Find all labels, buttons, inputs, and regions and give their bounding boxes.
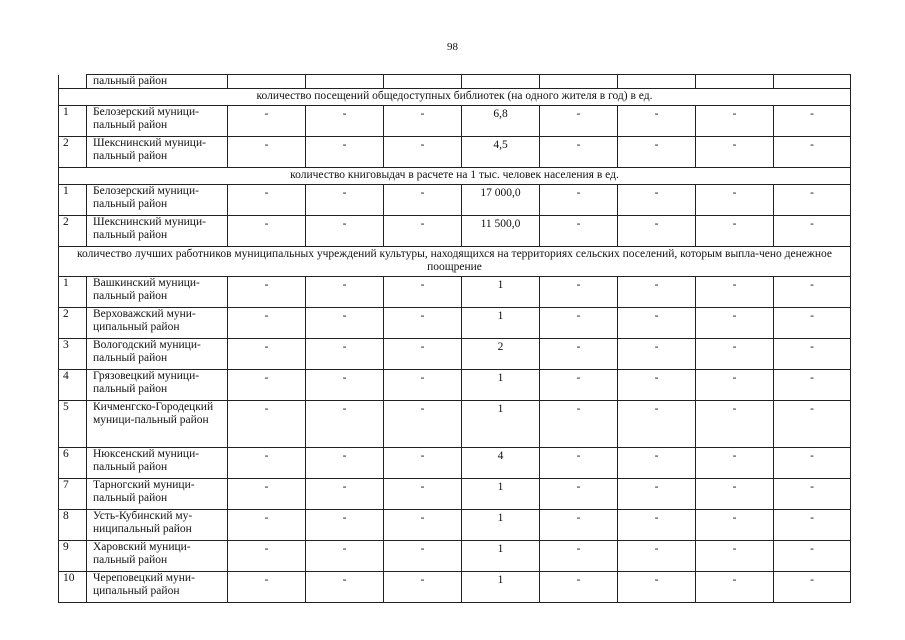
indicators-table [58,74,851,603]
value-cell: - [384,277,462,308]
district-name-cell: Вологодский муници-пальный район [87,339,228,370]
row-number-cell: 1 [59,106,87,137]
value-cell: - [540,137,618,168]
value-cell: - [306,541,384,572]
value-cell: - [306,510,384,541]
district-name-cell: Вашкинский муници-пальный район [87,277,228,308]
value-cell: - [540,510,618,541]
row-number-cell: 7 [59,479,87,510]
value-cell: - [228,370,306,401]
value-cell: - [696,370,774,401]
value-cell: - [774,541,851,572]
value-cell: - [540,541,618,572]
value-cell: - [540,216,618,247]
row-number-cell: 2 [59,308,87,339]
table-row [59,572,851,603]
table-row [59,448,851,479]
value-cell: - [774,137,851,168]
page-number: 98 [447,41,458,53]
value-cell: 1 [462,277,540,308]
value-cell: - [618,572,696,603]
section-title: количество посещений общедоступных библиотек (на одного жителя в год) в ед. [59,89,851,106]
row-number-cell: 1 [59,277,87,308]
value-cell: - [618,339,696,370]
value-cell: - [618,401,696,448]
value-cell: - [384,572,462,603]
value-cell: - [774,510,851,541]
value-cell: - [228,541,306,572]
value-cell: 6,8 [462,106,540,137]
value-cell: - [384,185,462,216]
district-name-cell: Харовский муници-пальный район [87,541,228,572]
value-cell: 1 [462,401,540,448]
value-cell: - [228,216,306,247]
value-cell: - [774,401,851,448]
section-title: количество лучших работников муниципальных учреждений культуры, находящихся на территориях сельских поселений, которым выпла-чено денежное поощрение [59,247,851,277]
value-cell: - [384,106,462,137]
value-cell: - [774,308,851,339]
value-cell: - [228,339,306,370]
value-cell: - [774,185,851,216]
table-row [59,106,851,137]
value-cell: - [384,216,462,247]
value-cell: - [696,339,774,370]
value-cell: - [384,137,462,168]
value-cell: - [696,572,774,603]
value-cell: 1 [462,479,540,510]
value-cell: - [384,541,462,572]
value-cell: - [540,479,618,510]
value-cell: - [228,401,306,448]
value-cell: - [306,370,384,401]
value-cell: - [306,216,384,247]
value-cell: - [696,401,774,448]
row-number-cell: 6 [59,448,87,479]
value-cell: 1 [462,308,540,339]
row-number-cell: 4 [59,370,87,401]
district-name-cell: Усть-Кубинский му-ниципальный район [87,510,228,541]
value-cell: - [540,185,618,216]
value-cell: - [540,401,618,448]
row-number-cell: 9 [59,541,87,572]
district-name-cell: Верховажский муни-ципальный район [87,308,228,339]
value-cell: - [384,448,462,479]
value-cell: - [696,137,774,168]
value-cell: - [696,448,774,479]
district-name-cell: пальный район [87,75,228,89]
value-cell: - [384,401,462,448]
value-cell: - [384,479,462,510]
value-cell: - [618,277,696,308]
district-name-cell: Нюксенский муници-пальный район [87,448,228,479]
district-name-cell: Шекснинский муници-пальный район [87,137,228,168]
table-row [59,370,851,401]
table-row [59,75,851,89]
value-cell: - [306,106,384,137]
table-row [59,339,851,370]
value-cell: - [306,277,384,308]
table-row [59,308,851,339]
value-cell: - [696,479,774,510]
value-cell: - [774,339,851,370]
value-cell: 11 500,0 [462,216,540,247]
district-name-cell: Белозерский муници-пальный район [87,106,228,137]
value-cell: - [618,106,696,137]
table-row [59,479,851,510]
value-cell: - [306,401,384,448]
value-cell: 17 000,0 [462,185,540,216]
row-number-cell: 5 [59,401,87,448]
value-cell: - [618,137,696,168]
table-row [59,185,851,216]
value-cell: - [384,339,462,370]
row-number-cell [59,75,87,89]
value-cell: - [540,339,618,370]
value-cell: - [696,106,774,137]
value-cell: 1 [462,572,540,603]
value-cell: - [618,216,696,247]
table-row [59,137,851,168]
value-cell: - [618,185,696,216]
row-number-cell: 1 [59,185,87,216]
row-number-cell: 10 [59,572,87,603]
value-cell: - [306,308,384,339]
section-title: количество книговыдач в расчете на 1 тыс. человек населения в ед. [59,168,851,185]
value-cell: - [228,277,306,308]
section-header-row [59,89,851,106]
value-cell: - [306,339,384,370]
value-cell: - [696,277,774,308]
value-cell: - [618,510,696,541]
section-header-row [59,247,851,277]
value-cell: - [228,308,306,339]
value-cell: - [306,185,384,216]
value-cell: - [774,106,851,137]
value-cell: - [306,137,384,168]
row-number-cell: 2 [59,137,87,168]
table-row [59,541,851,572]
value-cell: - [540,448,618,479]
value-cell: - [774,216,851,247]
district-name-cell: Белозерский муници-пальный район [87,185,228,216]
value-cell: - [306,479,384,510]
value-cell: - [228,185,306,216]
district-name-cell: Кичменгско-Городецкий муници-пальный район [87,401,228,448]
value-cell: 1 [462,541,540,572]
row-number-cell: 2 [59,216,87,247]
value-cell: - [696,216,774,247]
district-name-cell: Грязовецкий муници-пальный район [87,370,228,401]
value-cell: - [774,479,851,510]
district-name-cell: Шекснинский муници-пальный район [87,216,228,247]
value-cell: - [540,572,618,603]
value-cell: - [540,277,618,308]
value-cell: - [228,106,306,137]
value-cell: - [384,308,462,339]
value-cell: - [696,185,774,216]
value-cell: 4 [462,448,540,479]
value-cell: 1 [462,370,540,401]
value-cell: - [696,510,774,541]
value-cell: - [306,572,384,603]
row-number-cell: 8 [59,510,87,541]
value-cell: - [540,370,618,401]
section-header-row [59,168,851,185]
value-cell: - [774,370,851,401]
table-row [59,510,851,541]
value-cell: - [540,308,618,339]
value-cell: - [696,541,774,572]
table-row [59,216,851,247]
value-cell: - [306,448,384,479]
value-cell: - [618,541,696,572]
value-cell: - [540,106,618,137]
value-cell: - [384,510,462,541]
value-cell: - [228,572,306,603]
table-row [59,277,851,308]
district-name-cell: Тарногский муници-пальный район [87,479,228,510]
value-cell: - [774,448,851,479]
value-cell: 4,5 [462,137,540,168]
value-cell: - [618,448,696,479]
value-cell: 2 [462,339,540,370]
value-cell: - [618,479,696,510]
value-cell: - [774,277,851,308]
district-name-cell: Череповецкий муни-ципальный район [87,572,228,603]
table-row [59,401,851,448]
value-cell: 1 [462,510,540,541]
value-cell: - [228,510,306,541]
value-cell: - [618,308,696,339]
value-cell: - [774,572,851,603]
value-cell: - [228,448,306,479]
value-cell: - [228,479,306,510]
value-cell: - [696,308,774,339]
value-cell: - [228,137,306,168]
row-number-cell: 3 [59,339,87,370]
value-cell: - [384,370,462,401]
value-cell: - [618,370,696,401]
